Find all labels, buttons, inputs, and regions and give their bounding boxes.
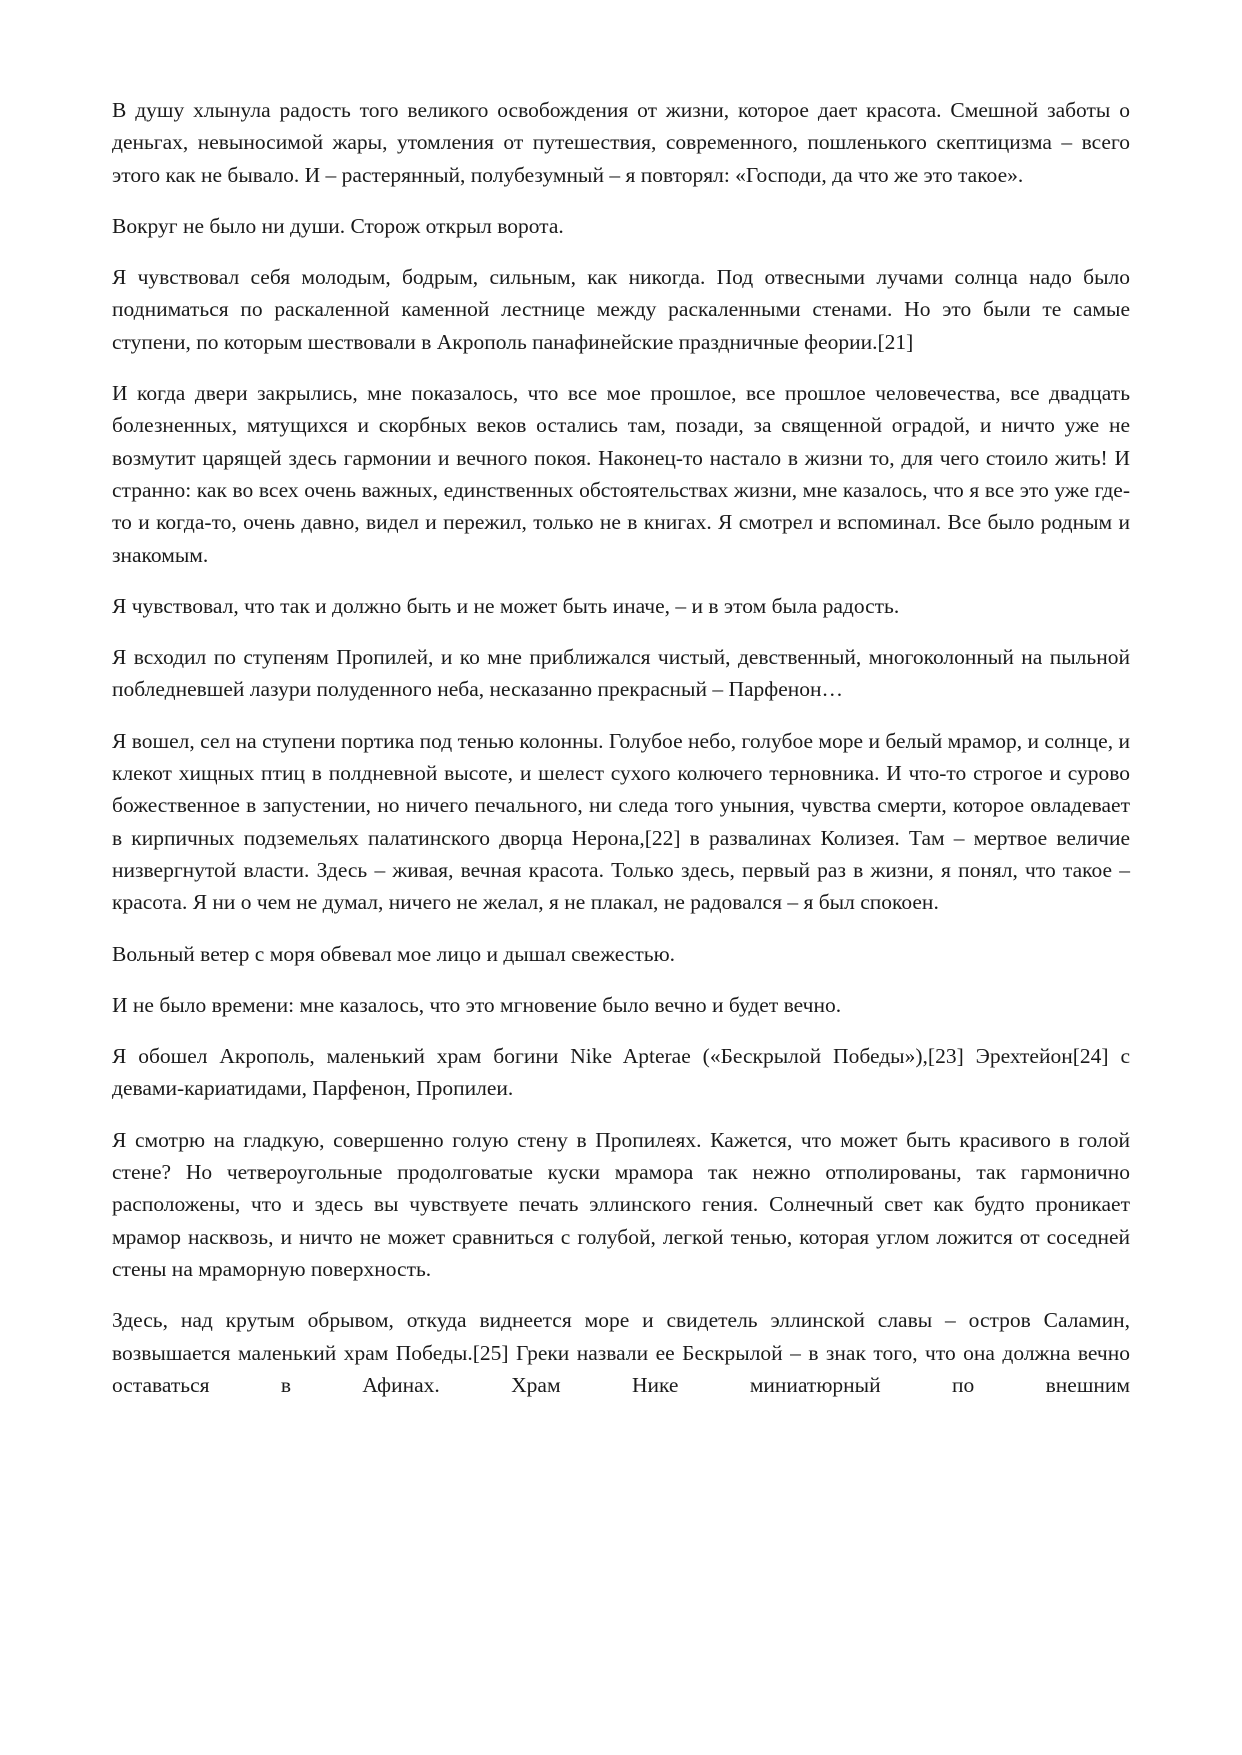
- paragraph-11: Я смотрю на гладкую, совершенно голую стену в Пропилеях. Кажется, что может быть красивого в голой стене? Но четвероугольные продолговатые куски мрамора так нежно отполированы, так гармонично расположены, что и здесь вы чувствуете печать эллинского гения. Солнечный свет как будто проникает мрамор насквозь, и ничто не может сравниться с голубой, легкой тенью, которая углом ложится от соседней стены на мраморную поверхность.: [112, 1127, 1130, 1281]
- document-page: [112, 94, 1130, 1420]
- paragraph-3: Я чувствовал себя молодым, бодрым, сильным, как никогда. Под отвесными лучами солнца надо было подниматься по раскаленной каменной лестнице между раскаленными стенами. Но это были те самые ступени, по которым шествовали в Акрополь панафинейские праздничные феории.[21]: [112, 265, 1130, 354]
- paragraph-1: В душу хлынула радость того великого освобождения от жизни, которое дает красота. Смешной заботы о деньгах, невыносимой жары, утомления от путешествия, современного, пошленького скептицизма – всего этого как не бывало. И – растерянный, полубезумный – я повторял: «Господи, да что же это такое».: [112, 98, 1130, 187]
- paragraph-8: Вольный ветер с моря обвевал мое лицо и дышал свежестью.: [112, 941, 676, 966]
- paragraph-10: Я обошел Акрополь, маленький храм богини Nike Apterae («Бескрылой Победы»),[23] Эрехтейон[24] с девами-кариатидами, Парфенон, Пропилеи.: [112, 1044, 1130, 1101]
- paragraph-6: Я всходил по ступеням Пропилей, и ко мне приближался чистый, девственный, многоколонный на пыльной побледневшей лазури полуденного неба, несказанно прекрасный – Парфенон…: [112, 645, 1130, 702]
- paragraph-5: Я чувствовал, что так и должно быть и не может быть иначе, – и в этом была радость.: [112, 593, 900, 618]
- paragraph-9: И не было времени: мне казалось, что это мгновение было вечно и будет вечно.: [112, 992, 842, 1017]
- paragraph-12: Здесь, над крутым обрывом, откуда виднеется море и свидетель эллинской славы – остров Саламин, возвышается маленький храм Победы.[25] Греки назвали ее Бескрылой – в знак того, что она должна вечно оставаться в Афинах. Храм Нике миниатюрный по внешним: [112, 1308, 1130, 1397]
- paragraph-7: Я вошел, сел на ступени портика под тенью колонны. Голубое небо, голубое море и белый мрамор, и солнце, и клекот хищных птиц в полдневной высоте, и шелест сухого колючего терновника. И что-то строгое и сурово божественное в запустении, но ничего печального, ни следа того уныния, чувства смерти, которое овладевает в кирпичных подземельях палатинского дворца Нерона,[22] в развалинах Колизея. Там – мертвое величие низвергнутой власти. Здесь – живая, вечная красота. Только здесь, первый раз в жизни, я понял, что такое – красота. Я ни о чем не думал, ничего не желал, я не плакал, не радовался – я был спокоен.: [112, 728, 1130, 915]
- paragraph-4: И когда двери закрылись, мне показалось, что все мое прошлое, все прошлое человечества, все двадцать болезненных, мятущихся и скорбных веков остались там, позади, за священной оградой, и ничто уже не возмутит царящей здесь гармонии и вечного покоя. Наконец-то настало в жизни то, для чего стоило жить! И странно: как во всех очень важных, единственных обстоятельствах жизни, мне казалось, что я все это уже где-то и когда-то, очень давно, видел и пережил, только не в книгах. Я смотрел и вспоминал. Все было родным и знакомым.: [112, 381, 1130, 567]
- paragraph-2: Вокруг не было ни души. Сторож открыл ворота.: [112, 213, 564, 238]
